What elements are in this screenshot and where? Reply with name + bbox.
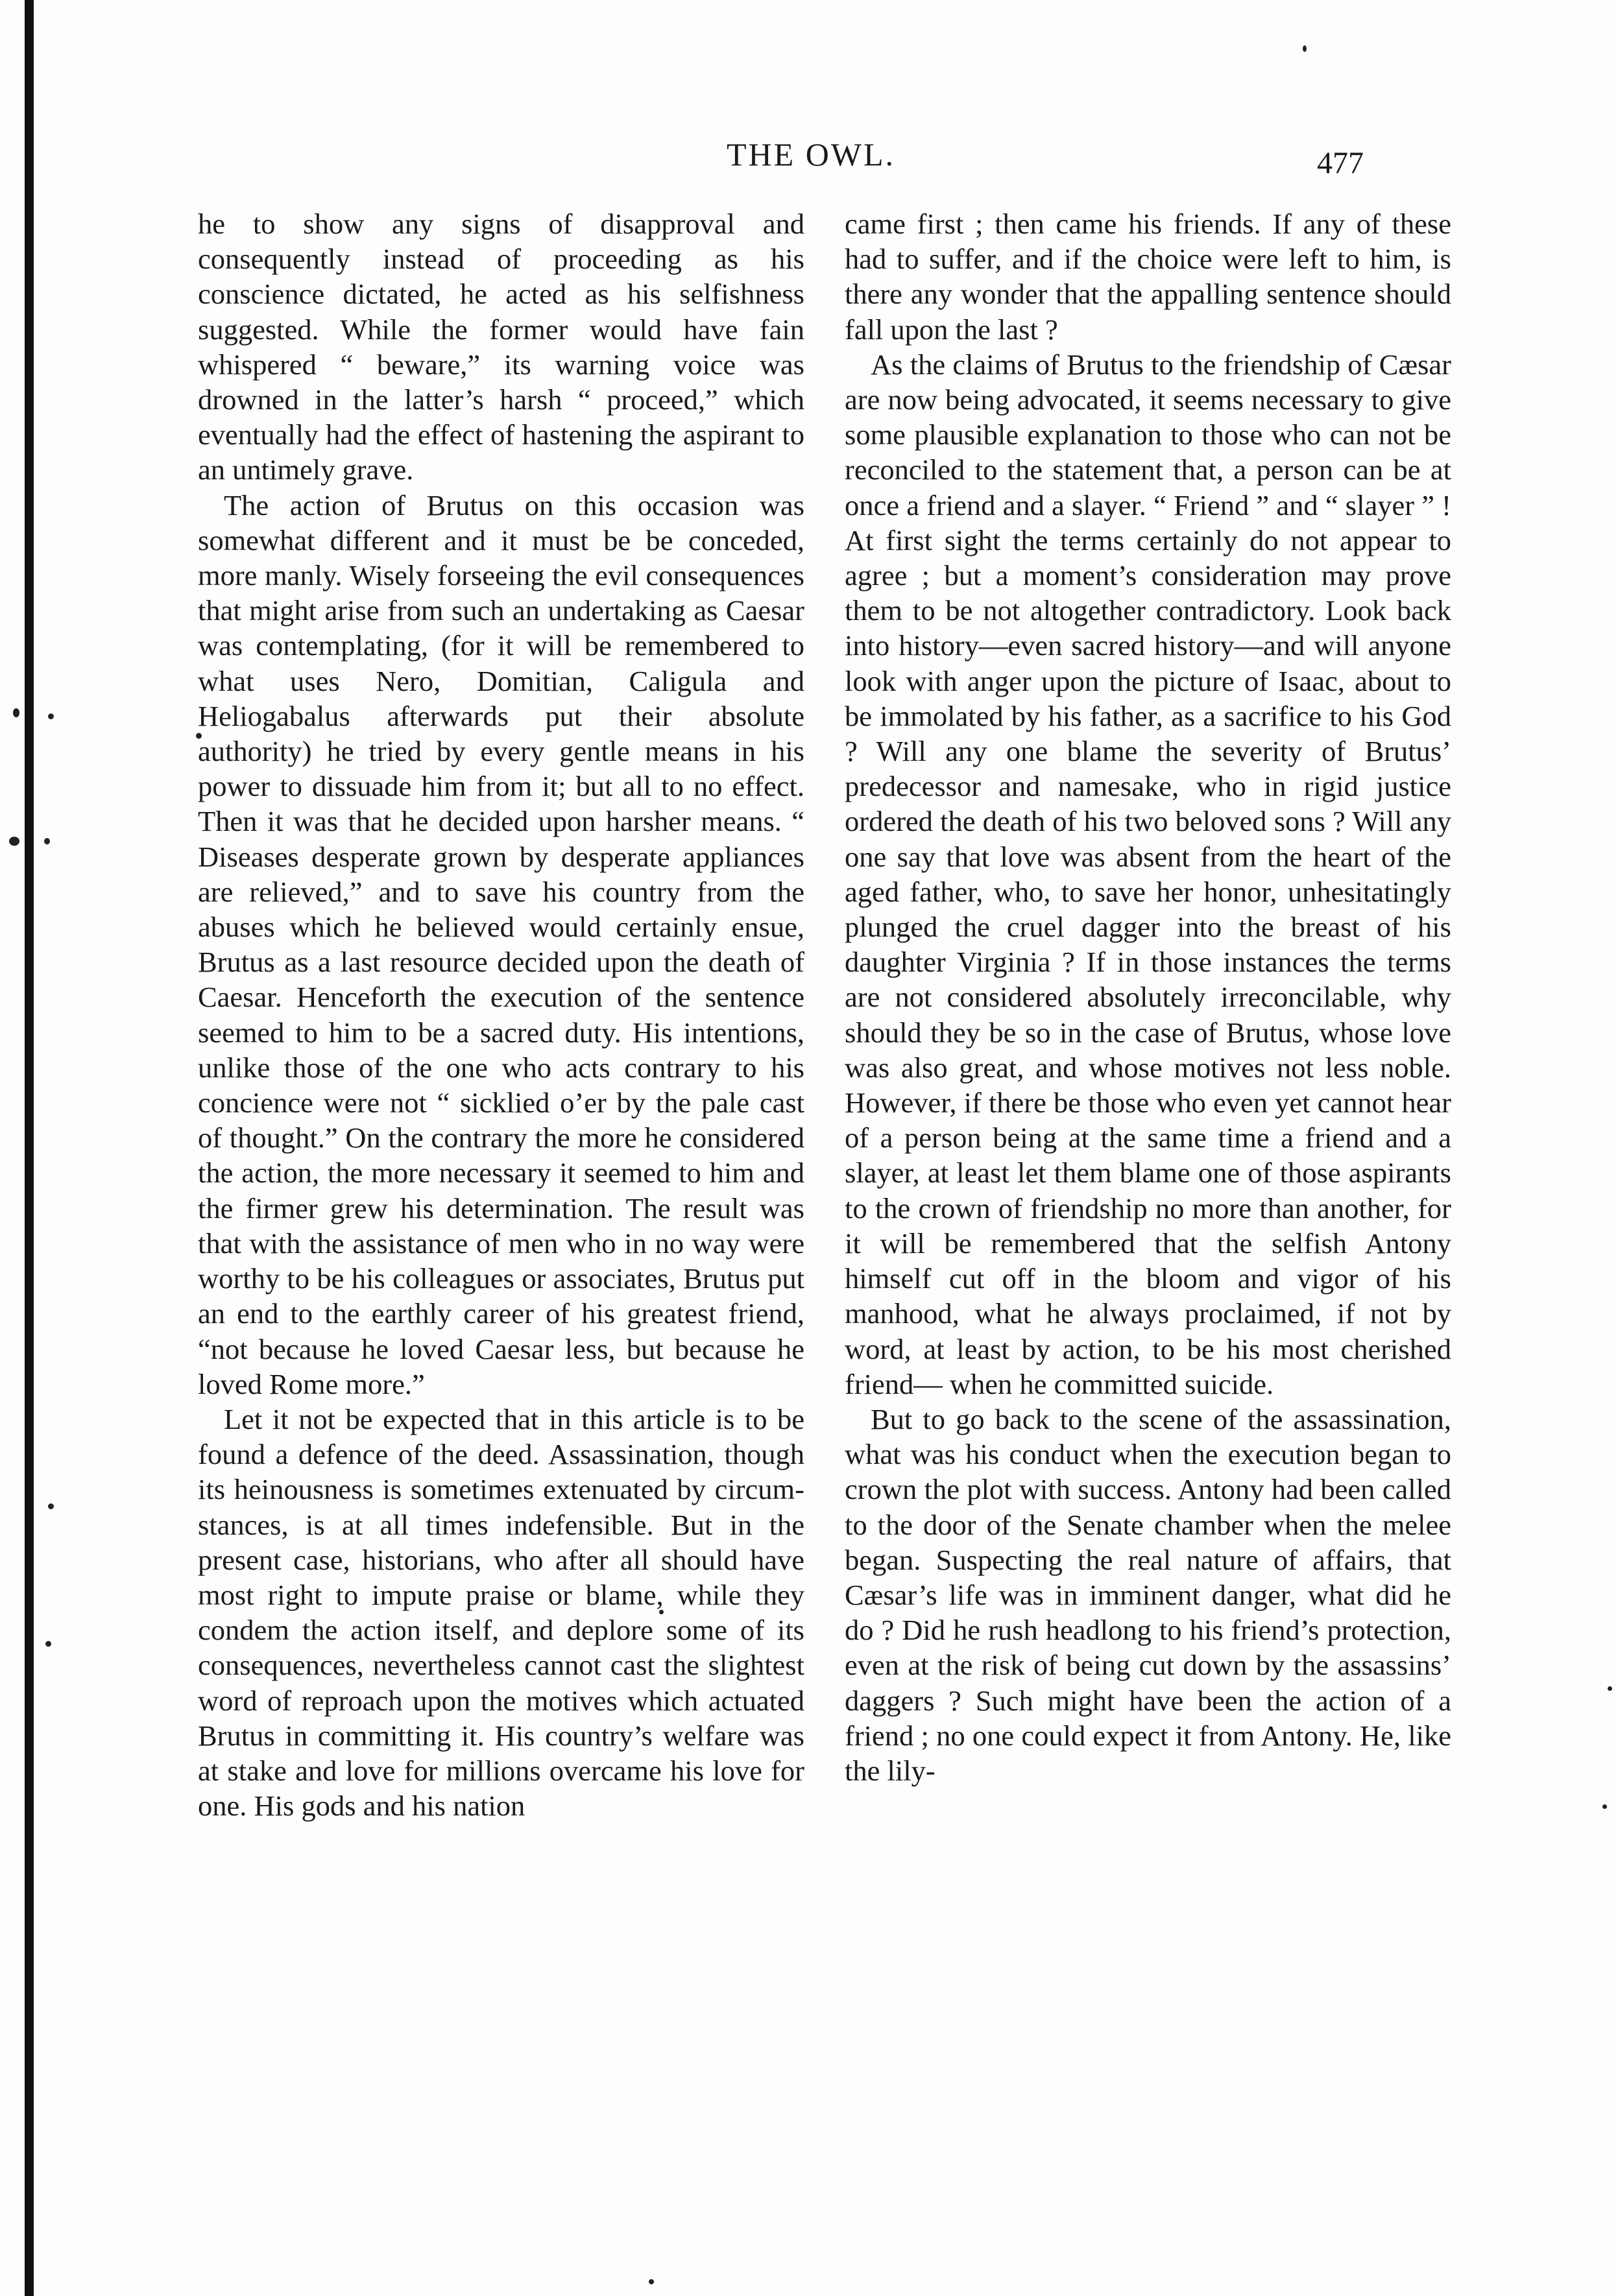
scan-speck — [48, 713, 54, 719]
right-column — [845, 206, 1451, 1788]
paragraph: But to go back to the scene of the assassination, what was his conduct when the execution began to crown the plot with success. Antony had been called to the door of the Senate chamber when the melee began. Suspecting the real nature of affairs, that Cæsar’s life was in imminent danger, what did he do ? Did he rush headlong to his friend’s protection, even at the risk of being cut down by the assassins’ daggers ? Such might have been the action of a friend ; no one could expect it from Antony. He, like the lily- — [845, 1402, 1451, 1787]
page-number: 477 — [1317, 146, 1364, 180]
scan-speck — [1303, 45, 1307, 52]
scan-speck — [649, 2279, 654, 2284]
journal-title: THE OWL. — [727, 136, 896, 173]
scan-speck — [1608, 1686, 1612, 1691]
scan-speck — [48, 1503, 54, 1509]
left-column — [198, 206, 804, 1823]
paragraph: he to show any signs of disapproval and consequently instead of proceeding as his conscience dictated, he acted as his selfishness suggested. While the former would have fain whispered “ beware,” its warning voice was drowned in the latter’s harsh “ proceed,” which eventually had the effect of hastening the aspirant to an untimely grave. — [198, 208, 804, 486]
scan-speck — [13, 708, 19, 717]
running-header — [0, 135, 1618, 180]
paragraph: The action of Brutus on this occasion was somewhat different and it must be be conceded, more manly. Wisely forseeing the evil consequences that might arise from such an undertaking as Caesar was contemplating, (for it will be remembered to what uses Nero, Domitian, Caligula and Heliogabalus afterwards put their absolute authority) he tried by every gentle means in his power to dissuade him from it; but all to no effect. Then it was that he decided upon harsher means. “ Diseases desperate grown by desperate appliances are relieved,” and to save his country from the abuses which he believed would certainly ensue, Brutus as a last resource decided upon the death of Caesar. Henceforth the execution of the sentence seemed to him to be a sacred duty. His intentions, unlike those of the one who acts contrary to his concience were not “ sicklied o’er by the pale cast of thought.” On the contrary the more he considered the action, the more necessary it seemed to him and the firmer grew his determination. The result was that with the assistance of men who in no way were worthy to be his colleagues or associates, Brutus put an end to the earthly career of his greatest friend, “not because he loved Caesar less, but because he loved Rome more.” — [198, 488, 804, 1400]
paragraph: Let it not be expected that in this article is to be found a defence of the deed. Assassination, though its heinousness is sometimes extenuated by circumstances, is at all times indefensible. But in the present case, historians, who after all should have most right to impute praise or blame, while they condem the action itself, and deplore some of its consequences, nevertheless cannot cast the slightest word of reproach upon the motives which actuated Brutus in committing it. His country’s welfare was at stake and love for millions overcame his love for one. His gods and his nation — [198, 1402, 804, 1823]
scan-speck — [44, 838, 50, 844]
paragraph: came first ; then came his friends. If any of these had to suffer, and if the choice were left to him, is there any wonder that the appalling sentence should fall upon the last ? — [845, 208, 1451, 346]
scan-speck — [45, 1641, 51, 1647]
paragraph: As the claims of Brutus to the friendship of Cæsar are now being advocated, it seems necessary to give some plausible explanation to those who can not be reconciled to the statement that, a person can be at once a friend and a slayer. “ Friend ” and “ slayer ” ! At first sight the terms certainly do not appear to agree ; but a moment’s consideration may prove them to be not altogether contradictory. Look back into history—even sacred history—and will anyone look with anger upon the picture of Isaac, about to be immolated by his father, as a sacrifice to his God ? Will any one blame the severity of Brutus’ predecessor and namesake, who in rigid justice ordered the death of his two beloved sons ? Will any one say that love was absent from the heart of the aged father, who, to save her honor, unhesitatingly plunged the cruel dagger into the breast of his daughter Virginia ? If in those instances the terms are not considered absolutely irreconcilable, why should they be so in the case of Brutus, whose love was also great, and whose motives not less noble. However, if there be those who even yet cannot hear of a person being at the same time a friend and a slayer, at least let them blame one of those aspirants to the crown of friendship no more than another, for it will be remembered that the selfish Antony himself cut off in the bloom and vigor of his manhood, what he always proclaimed, if not by word, at least by action, to be his most cherished friend— when he committed suicide. — [845, 348, 1451, 1400]
scan-speck — [9, 837, 19, 846]
binding-edge-rule — [25, 0, 34, 2296]
scan-speck — [1602, 1804, 1607, 1809]
